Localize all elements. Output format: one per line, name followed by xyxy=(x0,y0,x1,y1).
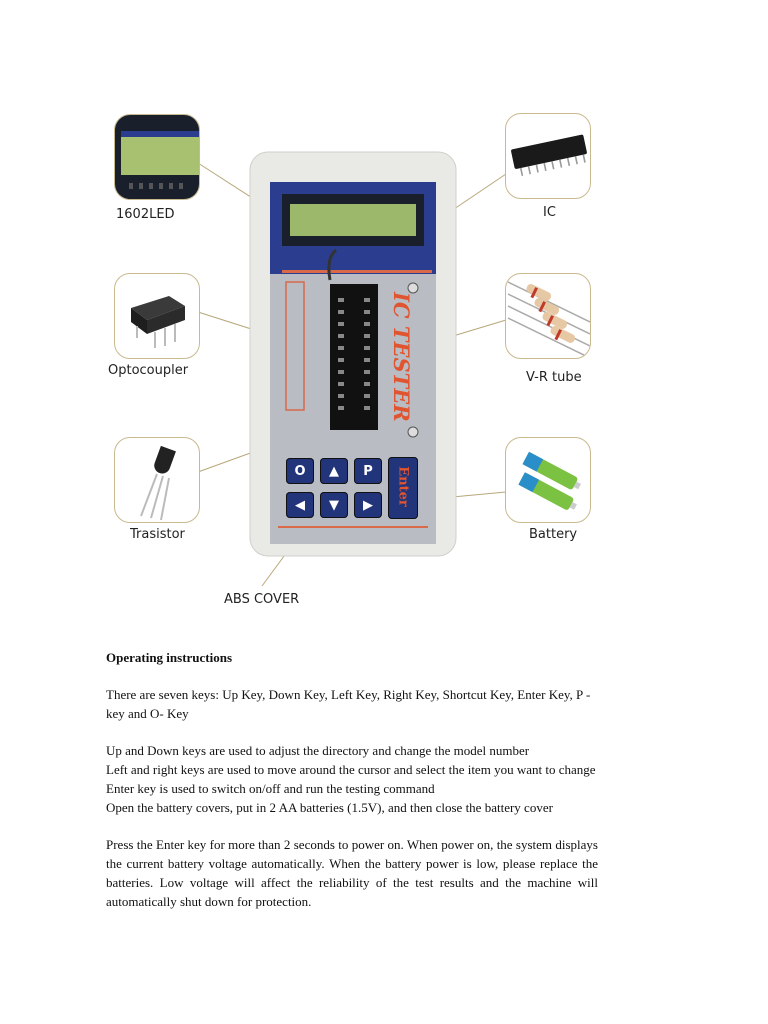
optocoupler-thumbnail xyxy=(114,273,200,359)
operating-instructions xyxy=(106,648,598,911)
keys-intro: There are seven keys: Up Key, Down Key, Left Key, Right Key, Shortcut Key, Enter Key, P -key and O- Key xyxy=(106,687,591,721)
battery-thumbnail xyxy=(505,437,591,523)
lcd-label: 1602LED xyxy=(116,207,175,222)
instructions-heading: Operating instructions xyxy=(106,650,233,665)
enter-key-label: Enter xyxy=(395,466,411,507)
vr-tube-label: V-R tube xyxy=(526,370,582,385)
keypad-key[interactable]: P xyxy=(354,458,382,484)
instruction-list xyxy=(106,741,598,817)
vr-tube-thumbnail xyxy=(505,273,591,359)
keypad xyxy=(286,458,386,520)
ic-thumbnail xyxy=(505,113,591,199)
keypad-key[interactable]: ▲ xyxy=(320,458,348,484)
enter-key[interactable] xyxy=(388,457,418,519)
keypad-key[interactable]: ▼ xyxy=(320,492,348,518)
keypad-key[interactable]: O xyxy=(286,458,314,484)
battery-label: Battery xyxy=(529,527,578,542)
transistor-label: Trasistor xyxy=(130,527,185,542)
instruction-line: Open the battery covers, put in 2 AA batteries (1.5V), and then close the battery cover xyxy=(106,800,553,815)
instruction-line: Enter key is used to switch on/off and run the testing command xyxy=(106,781,435,796)
abs-cover-label: ABS COVER xyxy=(224,592,300,607)
keypad-key[interactable]: ▶ xyxy=(354,492,382,518)
ic-label: IC xyxy=(543,205,556,220)
lcd-thumbnail xyxy=(114,114,200,200)
optocoupler-label: Optocoupler xyxy=(108,363,189,378)
device-brand: IC TESTER xyxy=(389,292,414,422)
instruction-line: Up and Down keys are used to adjust the directory and change the model number xyxy=(106,743,530,758)
transistor-thumbnail xyxy=(114,437,200,523)
keypad-key[interactable]: ◀ xyxy=(286,492,314,518)
instruction-line: Left and right keys are used to move around the cursor and select the item you want to change xyxy=(106,762,596,777)
power-paragraph: Press the Enter key for more than 2 seconds to power on. When power on, the system displays the current battery voltage automatically. When the battery power is low, please replace the batteries. Low voltage will affect the reliability of the test results and the machine will automatically shut down for protection. xyxy=(106,837,598,909)
